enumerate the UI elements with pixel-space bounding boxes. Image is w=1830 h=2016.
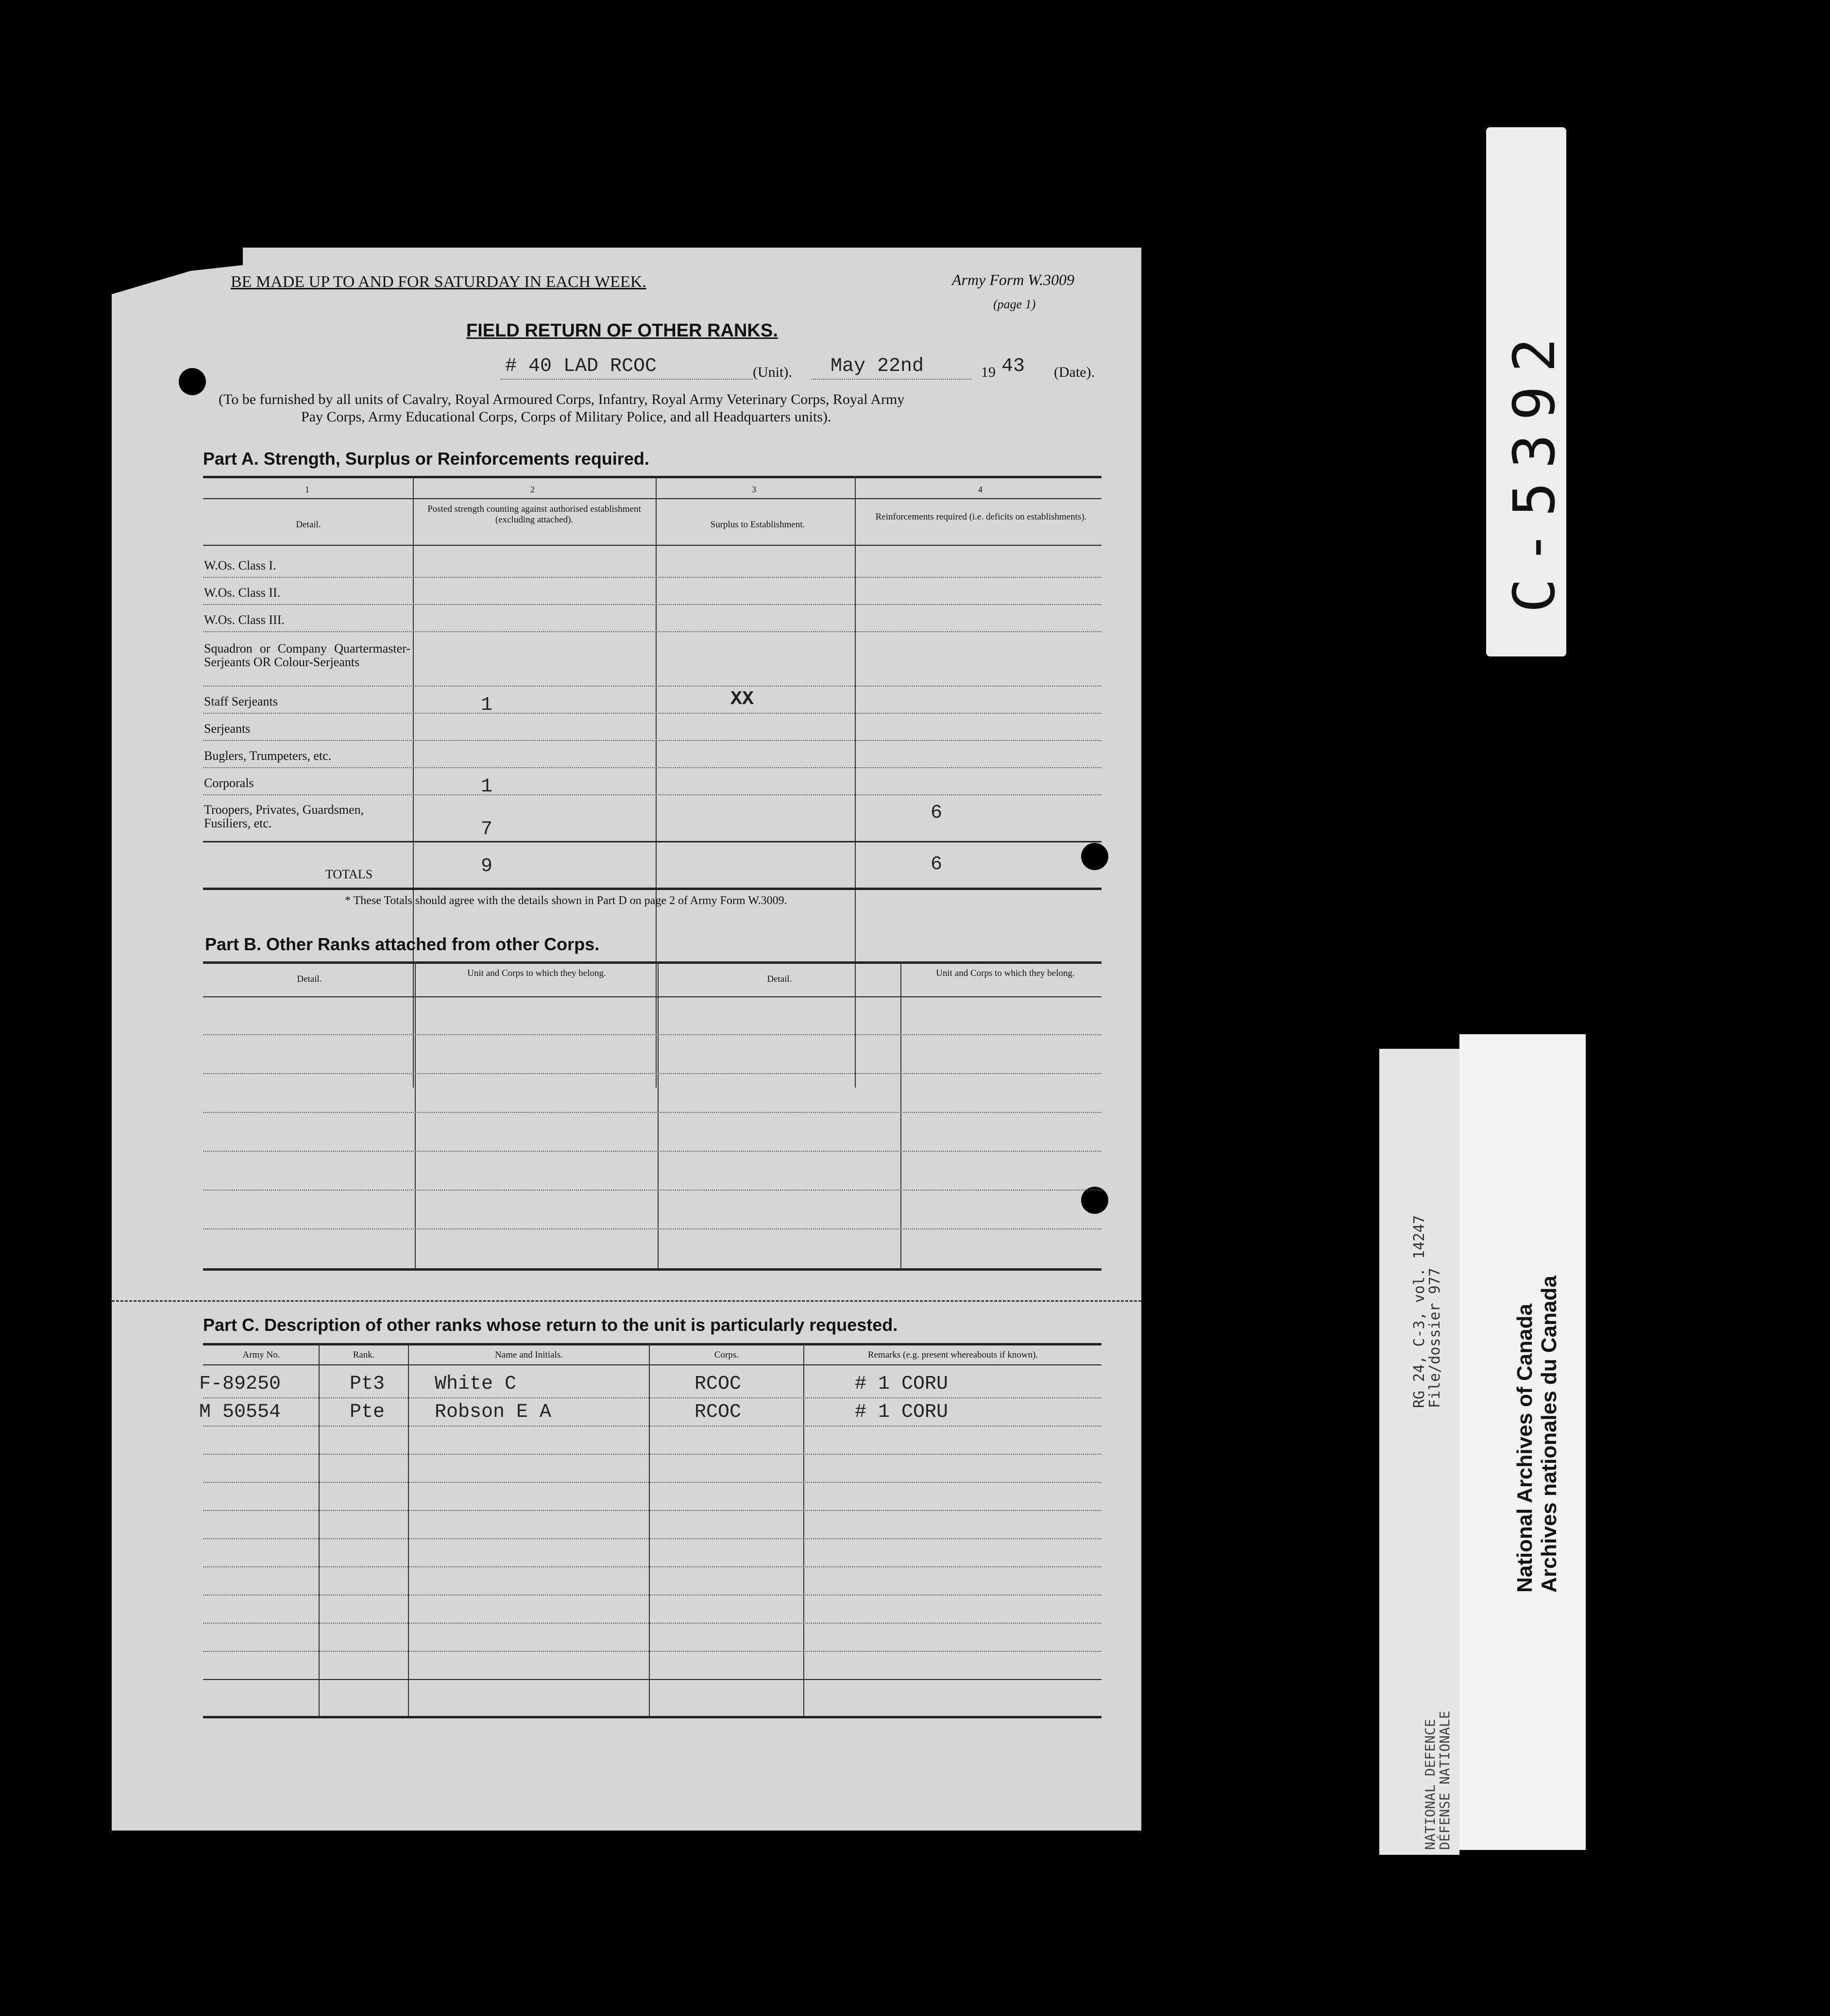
col-header-surplus: Surplus to Establishment. — [710, 520, 805, 530]
note-line-1: (To be furnished by all units of Cavalry, Royal Armoured Corps, Infantry, Royal Army Veterinary Corps, Royal Army — [219, 391, 905, 407]
part-c-col-divider — [408, 1343, 409, 1717]
part-b-col-divider — [415, 961, 416, 1268]
archive-reference-2: File/dossier 977 — [1426, 1268, 1443, 1408]
totals-label: TOTALS — [325, 867, 373, 881]
remarks: # 1 CORU — [855, 1373, 949, 1395]
row-divider — [203, 631, 1101, 632]
col-number-1: 1 — [305, 485, 309, 494]
row-divider — [203, 794, 1101, 795]
army-no: M 50554 — [199, 1401, 281, 1423]
part-c-row-line — [203, 1538, 1101, 1539]
date-label: (Date). — [1054, 364, 1095, 380]
part-b-header-rule — [203, 996, 1101, 997]
row-label: W.Os. Class I. — [204, 558, 276, 572]
part-c-header-remarks: Remarks (e.g. present whereabouts if known). — [867, 1350, 1038, 1360]
part-c-col-divider — [803, 1343, 804, 1717]
part-b-header-detail: Detail. — [297, 974, 322, 984]
reinforcements-value: 6 — [931, 802, 943, 824]
part-c-row-line — [203, 1595, 1101, 1596]
row-label: Buglers, Trumpeters, etc. — [204, 749, 332, 763]
row-label: W.Os. Class III. — [204, 613, 285, 627]
part-b-col-divider — [658, 961, 659, 1268]
rank: Pt3 — [350, 1373, 385, 1395]
part-b-bottom-rule — [203, 1268, 1101, 1271]
totals-rule — [203, 841, 1101, 842]
part-a-bottom-rule — [203, 888, 1101, 890]
part-c-header-rank: Rank. — [353, 1350, 375, 1360]
dept-fr: DÉFENSE NATIONALE — [1437, 1711, 1453, 1850]
row-divider — [203, 604, 1101, 605]
form-id: Army Form W.3009 — [952, 271, 1075, 288]
date-dotted-line — [811, 379, 971, 380]
part-c-row-line — [203, 1454, 1101, 1455]
part-b-row-line — [203, 1190, 1101, 1191]
part-c-top-rule — [203, 1343, 1101, 1345]
part-c-row-line — [203, 1426, 1101, 1427]
corps: RCOC — [695, 1373, 742, 1395]
archive-name-fr: Archives nationales du Canada — [1537, 1276, 1561, 1593]
part-a-number-rule — [203, 498, 1101, 499]
part-c-col-divider — [319, 1343, 320, 1717]
rank: Pte — [350, 1401, 385, 1423]
remarks: # 1 CORU — [855, 1401, 949, 1423]
page-number: (page 1) — [993, 297, 1036, 311]
unit-value: # 40 LAD RCOC — [505, 355, 657, 377]
row-label: W.Os. Class II. — [204, 586, 281, 600]
date-value: May 22nd — [830, 355, 924, 377]
total-reinforcements: 6 — [931, 854, 943, 875]
torn-corner — [112, 248, 243, 306]
part-b-header-unit: Unit and Corps to which they belong. — [467, 968, 606, 978]
posted-value: 7 — [481, 819, 493, 840]
instruction-text: BE MADE UP TO AND FOR SATURDAY IN EACH WEEK. — [231, 273, 646, 291]
row-divider — [203, 686, 1101, 687]
part-a-header-rule — [203, 545, 1101, 546]
unit-label: (Unit). — [753, 364, 792, 380]
posted-value: 1 — [481, 776, 493, 798]
part-b-header-detail-2: Detail. — [767, 974, 792, 984]
row-divider — [203, 767, 1101, 768]
col-number-3: 3 — [752, 485, 756, 494]
row-label: Corporals — [204, 776, 254, 790]
punch-hole — [1081, 843, 1108, 870]
part-a-col-divider — [413, 476, 414, 1088]
part-c-row-line — [203, 1679, 1101, 1680]
part-c-header-army-no: Army No. — [242, 1350, 280, 1360]
part-c-header-corps: Corps. — [714, 1350, 739, 1360]
row-label: Staff Serjeants — [204, 694, 278, 708]
surplus-value: XX — [730, 689, 754, 710]
row-divider — [203, 577, 1101, 578]
part-b-row-line — [203, 1034, 1101, 1035]
part-c-row-line — [203, 1651, 1101, 1652]
archive-reference-1: RG 24, C-3, vol. 14247 — [1411, 1215, 1428, 1408]
part-b-col-divider — [900, 961, 901, 1268]
row-label: Squadron or Company Quartermaster-Serjeants OR Colour-Serjeants — [204, 641, 410, 669]
name-initials: White C — [435, 1373, 517, 1395]
punch-hole — [1081, 1187, 1108, 1214]
posted-value: 1 — [481, 694, 493, 716]
col-header-reinforcements: Reinforcements required (i.e. deficits on establishments). — [875, 512, 1087, 522]
part-b-row-line — [203, 1228, 1101, 1229]
part-c-row-line — [203, 1566, 1101, 1567]
col-number-4: 4 — [978, 485, 983, 494]
reel-number-strip — [1486, 127, 1566, 656]
part-b-row-line — [203, 1112, 1101, 1113]
row-label: Troopers, Privates, Guardsmen, Fusiliers, etc. — [204, 803, 364, 830]
part-c-row-line — [203, 1482, 1101, 1483]
part-b-row-line — [203, 1073, 1101, 1074]
part-a-col-divider — [855, 476, 856, 1088]
unit-dotted-line — [500, 379, 753, 380]
part-b-header-unit-2: Unit and Corps to which they belong. — [936, 968, 1075, 978]
part-b-row-line — [203, 1151, 1101, 1152]
reel-number: C-5392 — [1501, 324, 1568, 613]
part-c-row-line — [203, 1397, 1101, 1398]
dept-en: NATIONAL DEFENCE — [1422, 1719, 1438, 1850]
row-divider — [203, 713, 1101, 714]
part-c-row-line — [203, 1623, 1101, 1624]
col-number-2: 2 — [530, 485, 535, 494]
col-header-detail: Detail. — [296, 520, 321, 530]
corps: RCOC — [695, 1401, 742, 1423]
part-c-header-name: Name and Initials. — [495, 1350, 563, 1360]
year-value: 43 — [1001, 355, 1025, 377]
department-tag — [1379, 1049, 1459, 1855]
part-b-top-rule — [203, 961, 1101, 964]
note-line-2: Pay Corps, Army Educational Corps, Corps of Military Police, and all Headquarters units). — [301, 409, 831, 425]
name-initials: Robson E A — [435, 1401, 552, 1423]
total-posted: 9 — [481, 856, 493, 877]
part-a-top-rule — [203, 476, 1101, 478]
part-c-header-rule — [203, 1364, 1101, 1365]
part-c-bottom-rule — [203, 1716, 1101, 1718]
form-sheet — [112, 248, 1141, 1831]
part-a-col-divider — [656, 476, 657, 1088]
part-b-title: Part B. Other Ranks attached from other Corps. — [205, 934, 600, 954]
row-label: Serjeants — [204, 722, 251, 736]
army-no: F-89250 — [199, 1373, 281, 1395]
part-a-title: Part A. Strength, Surplus or Reinforcements required. — [203, 449, 649, 469]
part-c-title: Part C. Description of other ranks whose return to the unit is particularly requested. — [203, 1315, 898, 1335]
row-divider — [203, 740, 1101, 741]
punch-hole — [179, 368, 206, 395]
form-title: FIELD RETURN OF OTHER RANKS. — [466, 320, 778, 341]
totals-footnote: * These Totals should agree with the details shown in Part D on page 2 of Army Form W.3009. — [345, 894, 787, 907]
part-c-col-divider — [649, 1343, 650, 1717]
year-prefix: 19 — [981, 364, 996, 380]
archive-name-en: National Archives of Canada — [1513, 1304, 1537, 1593]
part-c-row-line — [203, 1510, 1101, 1511]
col-header-posted: Posted strength counting against authorised establishment (excluding attached). — [427, 504, 641, 525]
perforation-line — [112, 1300, 1141, 1302]
